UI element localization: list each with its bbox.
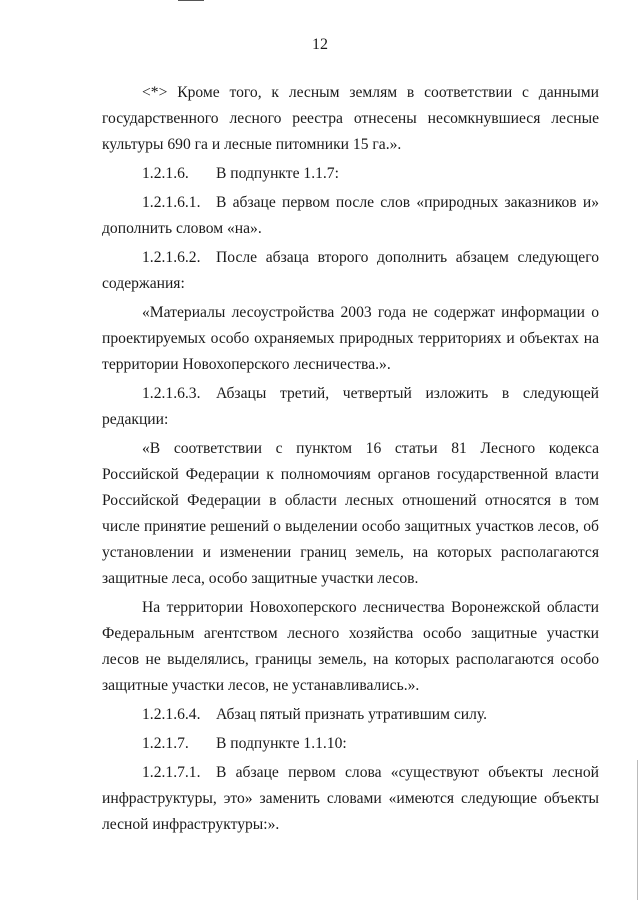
clause-number: 1.2.1.6.1. [142, 194, 201, 211]
clause-number: 1.2.1.6.2. [142, 249, 201, 266]
paragraph-1-2-1-6-4 [102, 702, 599, 728]
clause-text: В подпункте 1.1.10: [216, 735, 347, 752]
paragraph-quote-territory: На территории Новохоперского лесничества Воронежской области Федеральным агентством лесного хозяйства особо защитные участки лесов не выделялись, границы земель, на которых располагаются особо защитные участки лесов, не устанавливались.». [102, 599, 599, 694]
scan-edge-line [178, 0, 204, 1]
clause-text: В подпункте 1.1.7: [216, 165, 339, 182]
paragraph-footnote: <*> Кроме того, к лесным землям в соответствии с данными государственного лесного реестра отнесены несомкнувшиеся лесные культуры 690 га и лесные питомники 15 га.». [102, 84, 599, 153]
clause-number: 1.2.1.6.3. [142, 385, 201, 402]
paragraph-1-2-1-7 [102, 731, 599, 757]
paragraph-1-2-1-6-1 [102, 190, 599, 242]
clause-number: 1.2.1.7. [142, 735, 189, 752]
paragraph-1-2-1-6-3 [102, 381, 599, 433]
paragraph-1-2-1-6-2 [102, 245, 599, 297]
clause-text: После абзаца второго дополнить абзацем следующего содержания: [102, 249, 599, 292]
clause-number: 1.2.1.6.4. [142, 706, 201, 723]
paragraph-1-2-1-7-1 [102, 760, 599, 838]
paragraph-1-2-1-6 [102, 161, 599, 187]
clause-text: В абзаце первом слова «существуют объекты лесной инфраструктуры, это» заменить словами «имеются следующие объекты лесной инфраструктуры:». [102, 764, 599, 833]
clause-number: 1.2.1.7.1. [142, 764, 201, 781]
clause-number: 1.2.1.6. [142, 165, 189, 182]
document-body [102, 80, 599, 841]
scan-edge-line-right [637, 760, 638, 900]
paragraph-quote-materials: «Материалы лесоустройства 2003 года не содержат информации о проектируемых особо охраняемых природных территориях и объектах на территории Новохоперского лесничества.». [102, 304, 599, 373]
page-number: 12 [312, 36, 328, 53]
paragraph-quote-article-81: «В соответствии с пунктом 16 статьи 81 Лесного кодекса Российской Федерации к полномочиям органов государственной власти Российской Федерации в области лесных отношений относятся в том числе принятие решений о выделении особо защитных участков лесов, об установлении и изменении границ земель, на которых располагаются защитные леса, особо защитные участки лесов. [102, 440, 599, 587]
clause-text: Абзац пятый признать утратившим силу. [216, 706, 488, 723]
clause-text: В абзаце первом после слов «природных заказников и» дополнить словом «на». [102, 194, 599, 237]
clause-text: Абзацы третий, четвертый изложить в следующей редакции: [102, 385, 599, 428]
